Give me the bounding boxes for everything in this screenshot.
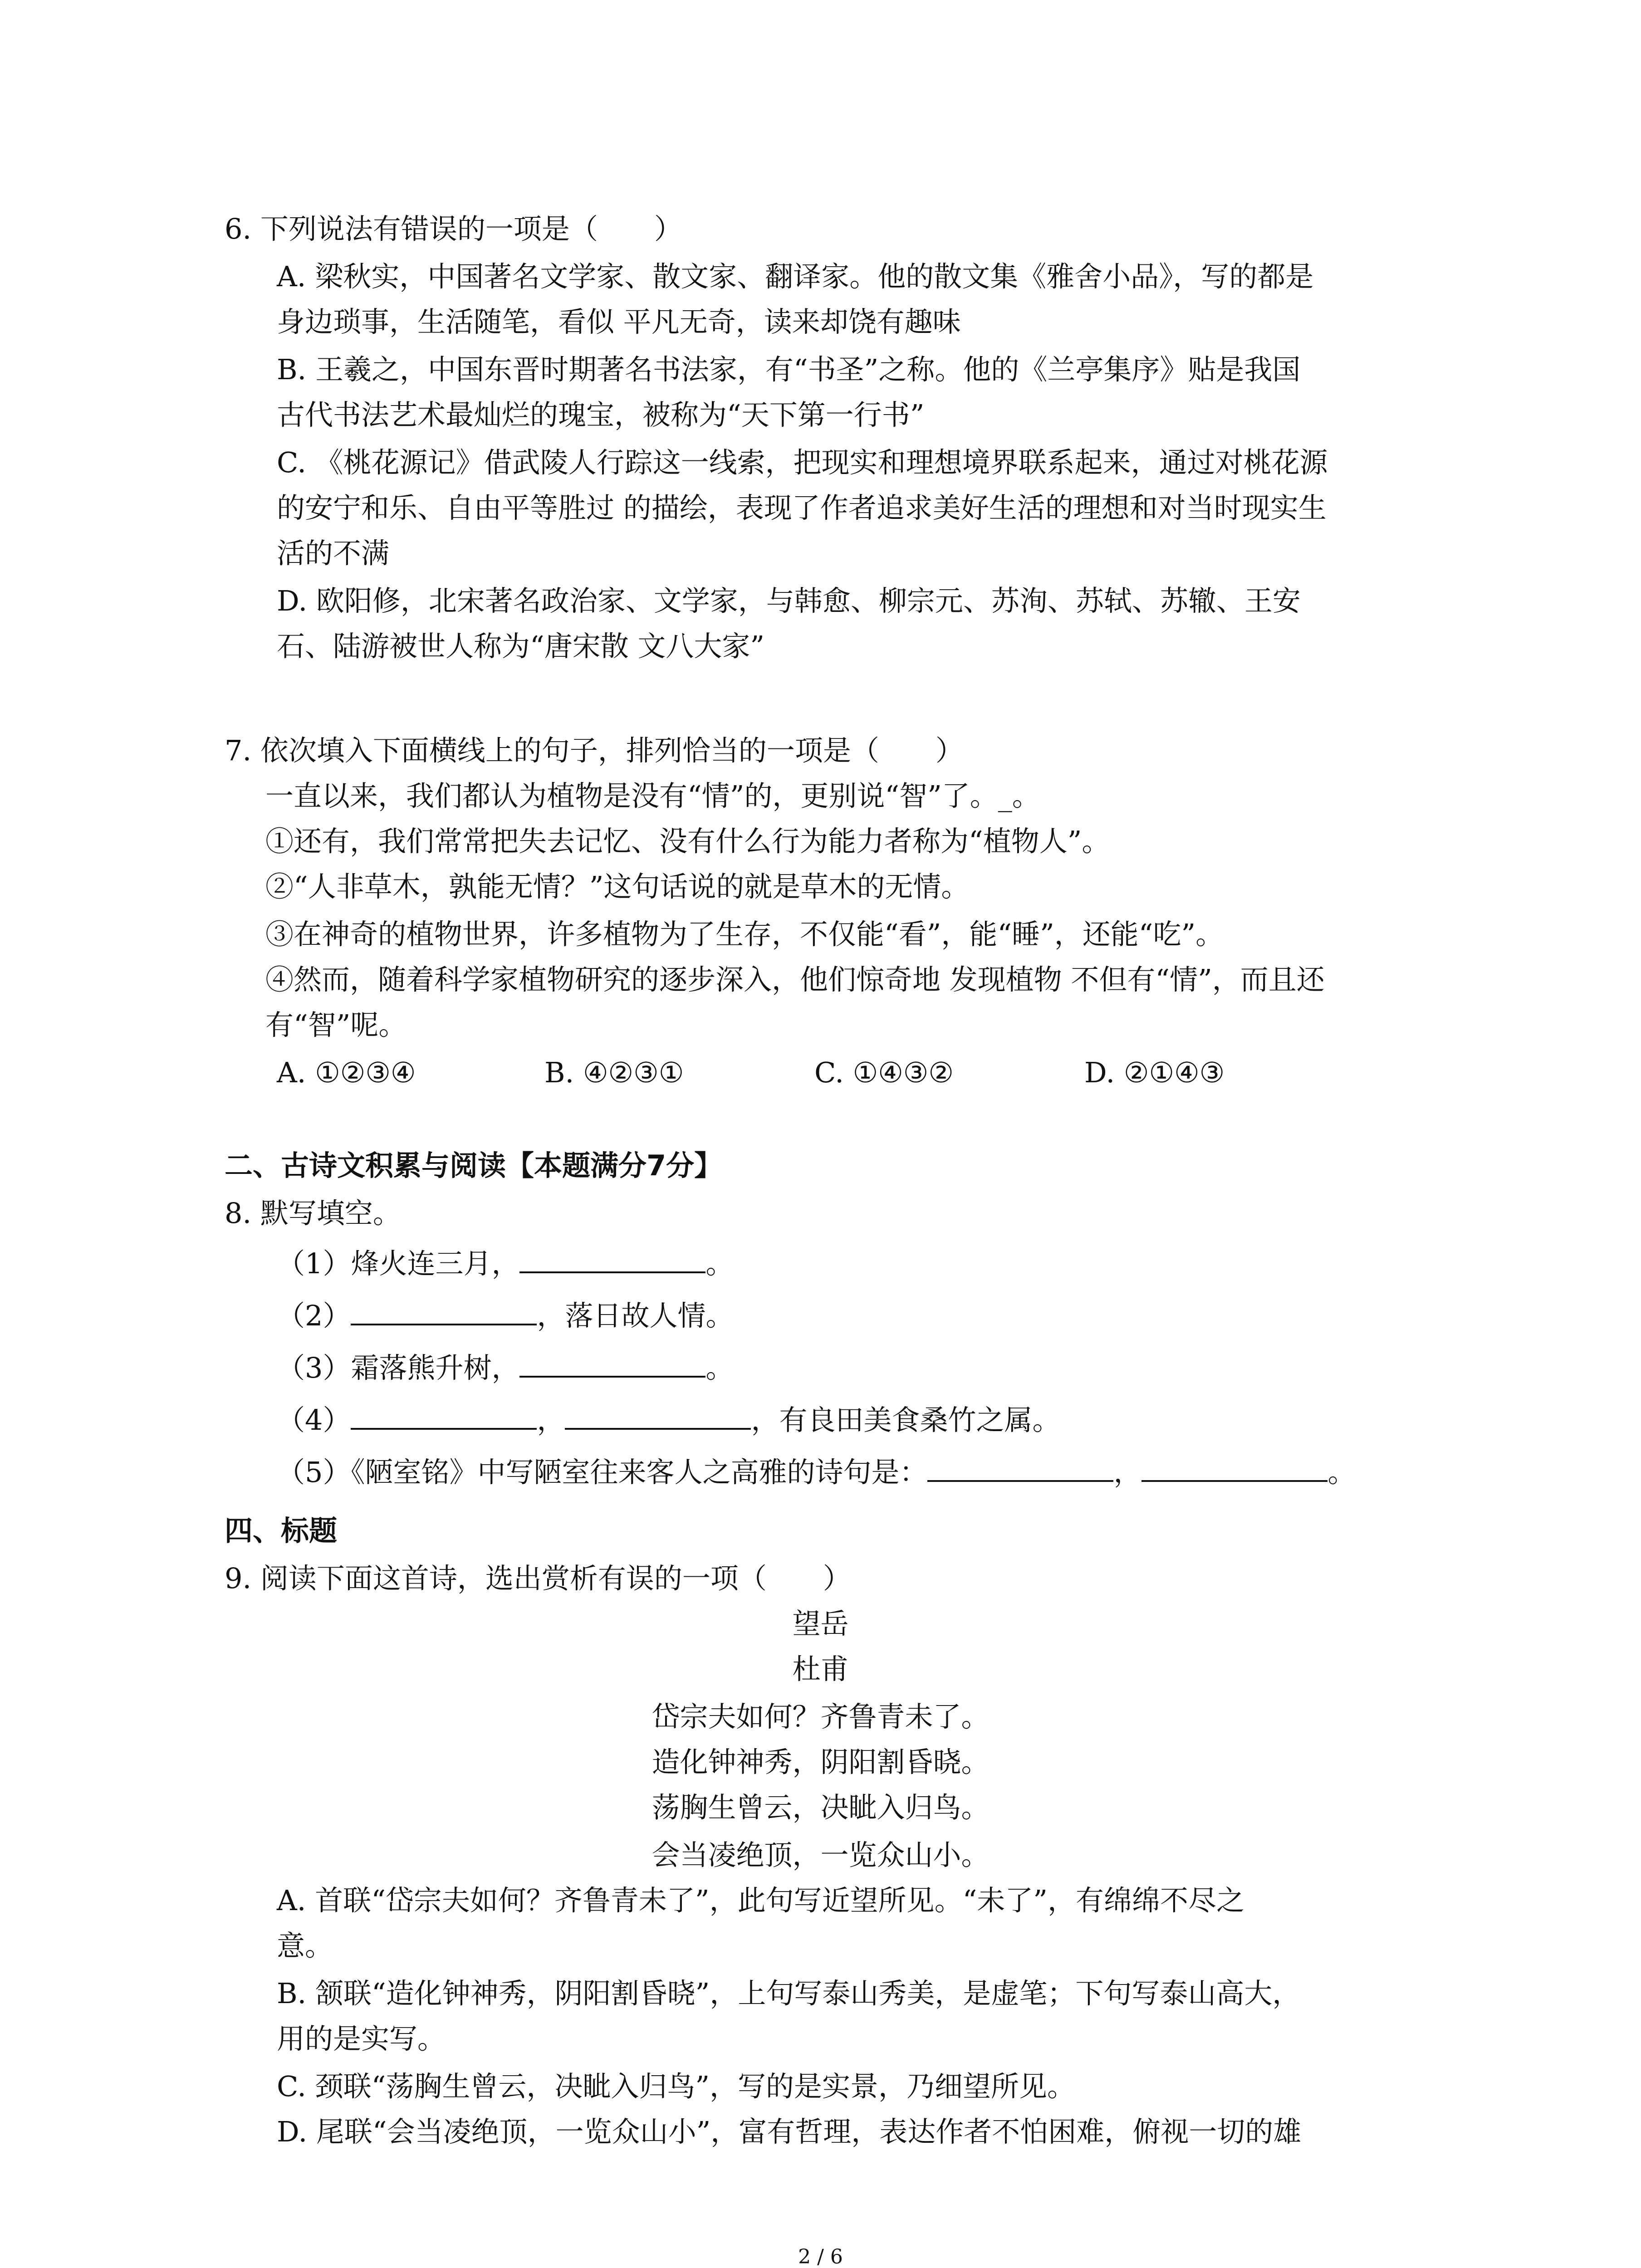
q6-option-d-line1: D. 欧阳修，北宋著名政治家、文学家，与韩愈、柳宗元、苏洵、苏轼、苏辙、王安 xyxy=(277,584,1301,617)
q6-option-d-line2: 石、陆游被世人称为“唐宋散 文八大家” xyxy=(277,630,765,663)
q7-sentence-2: ②“人非草木，孰能无情？”这句话说的就是草木的无情。 xyxy=(265,870,970,903)
q6-option-c-line3: 活的不满 xyxy=(277,537,390,570)
q6-option-b-line1: B. 王羲之，中国东晋时期著名书法家，有“书圣”之称。他的《兰亭集序》贴是我国 xyxy=(277,353,1301,386)
poem-line-2: 造化钟神秀，阴阳割昏晓。 xyxy=(652,1745,989,1779)
q8-line-5-end: 。 xyxy=(1327,1456,1356,1489)
q9-option-d: D. 尾联“会当凌绝顶，一览众山小”，富有哲理，表达作者不怕困难，俯视一切的雄 xyxy=(277,2115,1302,2148)
q9-option-b-line2: 用的是实写。 xyxy=(277,2022,446,2055)
q7-option-c: C. ①④③② xyxy=(814,1056,954,1089)
section-2-heading: 二、古诗文积累与阅读【本题满分7分】 xyxy=(225,1149,723,1182)
q8-line-2-text: ，落日故人情。 xyxy=(537,1299,734,1332)
q8-line-4-num: （4） xyxy=(277,1403,351,1437)
q7-sentence-4-line1: ④然而，随着科学家植物研究的逐步深入，他们惊奇地 发现植物 不但有“情”，而且还 xyxy=(265,963,1325,996)
poem-line-1: 岱宗夫如何？齐鲁青未了。 xyxy=(652,1700,989,1733)
q8-line-3-text: （3）霜落熊升树， xyxy=(277,1351,520,1384)
q9-stem: 9. 阅读下面这首诗，选出赏析有误的一项（ ） xyxy=(225,1562,851,1595)
q8-blank-3 xyxy=(519,1349,705,1378)
q8-blank-2 xyxy=(351,1297,537,1325)
page-number: 2 / 6 xyxy=(798,2245,843,2268)
q8-line-4-text: ，有良田美食桑竹之属。 xyxy=(751,1403,1061,1437)
q9-option-c: C. 颈联“荡胸生曾云，决眦入归鸟”，写的是实景，乃细望所见。 xyxy=(277,2070,1076,2103)
q6-option-a-line1: A. 梁秋实，中国著名文学家、散文家、翻译家。他的散文集《雅舍小品》，写的都是 xyxy=(277,260,1314,293)
q8-line-3 xyxy=(277,1349,734,1386)
q6-stem: 6. 下列说法有错误的一项是（ ） xyxy=(225,212,682,245)
poem-line-3: 荡胸生曾云，决眦入归鸟。 xyxy=(652,1791,989,1824)
poem-title: 望岳 xyxy=(792,1607,849,1640)
q6-option-c-line2: 的安宁和乐、自由平等胜过 的描绘，表现了作者追求美好生活的理想和对当时现实生 xyxy=(277,491,1327,524)
q8-blank-5b xyxy=(1141,1454,1327,1482)
q8-line-2-num: （2） xyxy=(277,1299,351,1332)
q7-option-d: D. ②①④③ xyxy=(1084,1056,1225,1089)
q8-line-4-comma: ， xyxy=(537,1403,565,1437)
q8-line-3-end: 。 xyxy=(705,1351,734,1384)
q9-option-a-line2: 意。 xyxy=(277,1929,333,1962)
q7-option-a: A. ①②③④ xyxy=(277,1056,416,1089)
q7-sentence-4-line2: 有“智”呢。 xyxy=(265,1008,407,1041)
q8-line-5 xyxy=(277,1454,1356,1491)
q8-line-1-end: 。 xyxy=(705,1247,734,1280)
q6-option-c-line1: C. 《桃花源记》借武陵人行踪这一线索，把现实和理想境界联系起来，通过对桃花源 xyxy=(277,446,1328,479)
q8-blank-1 xyxy=(519,1245,705,1273)
q8-line-4 xyxy=(277,1402,1060,1438)
q8-stem: 8. 默写填空。 xyxy=(225,1197,401,1230)
q6-option-b-line2: 古代书法艺术最灿烂的瑰宝，被称为“天下第一行书” xyxy=(277,398,925,431)
q9-option-b-line1: B. 颔联“造化钟神秀，阴阳割昏晓”，上句写泰山秀美，是虚笔；下句写泰山高大， xyxy=(277,1977,1301,2010)
q9-option-a-line1: A. 首联“岱宗夫如何？齐鲁青未了”，此句写近望所见。“未了”，有绵绵不尽之 xyxy=(277,1884,1244,1917)
q7-option-b: B. ④②③① xyxy=(544,1056,684,1089)
q7-stem: 7. 依次填入下面横线上的句子，排列恰当的一项是（ ） xyxy=(225,734,964,767)
q8-blank-5a xyxy=(927,1454,1113,1482)
q8-line-1 xyxy=(277,1245,734,1282)
q8-line-5-text: （5）《陋室铭》中写陋室往来客人之高雅的诗句是： xyxy=(277,1456,928,1489)
poem-line-4: 会当凌绝顶，一览众山小。 xyxy=(652,1838,989,1872)
q8-blank-4a xyxy=(351,1402,537,1430)
q8-line-5-comma: ， xyxy=(1113,1456,1142,1489)
q8-blank-4b xyxy=(565,1402,751,1430)
q8-line-1-text: （1）烽火连三月， xyxy=(277,1247,520,1280)
q6-option-a-line2: 身边琐事，生活随笔，看似 平凡无奇，读来却饶有趣味 xyxy=(277,305,961,338)
q7-sentence-3: ③在神奇的植物世界，许多植物为了生存，不仅能“看”，能“睡”，还能“吃”。 xyxy=(265,918,1224,951)
section-4-heading: 四、标题 xyxy=(225,1514,338,1547)
q7-sentence-1: ①还有，我们常常把失去记忆、没有什么行为能力者称为“植物人”。 xyxy=(265,825,1110,858)
q7-intro: 一直以来，我们都认为植物是没有“情”的，更别说“智”了。_。 xyxy=(265,779,1040,812)
poem-author: 杜甫 xyxy=(792,1652,849,1686)
q8-line-2 xyxy=(277,1297,734,1334)
